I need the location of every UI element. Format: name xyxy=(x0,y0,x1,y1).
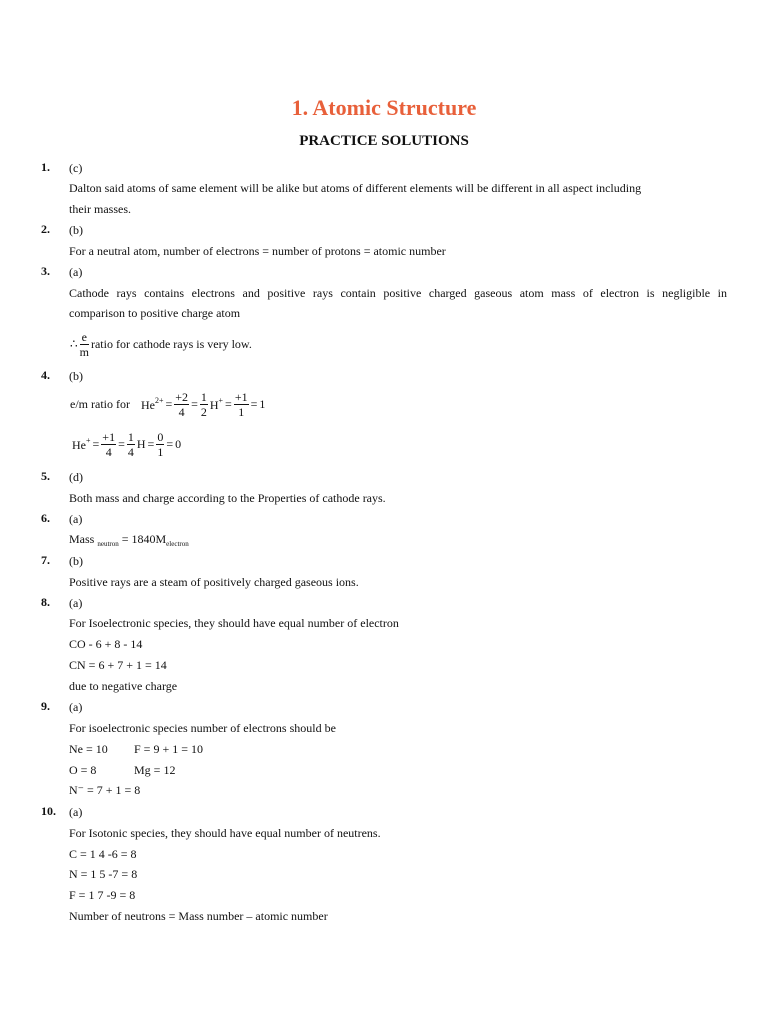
question-number: 1. xyxy=(41,160,50,174)
equation-lead: e/m ratio for xyxy=(70,397,130,411)
species-pair-b: F = 9 + 1 = 10 xyxy=(134,742,203,756)
answer-option: (b) xyxy=(69,223,83,237)
answer-option: (a) xyxy=(69,512,83,526)
fraction xyxy=(156,430,164,459)
solution-line: Positive rays are a steam of positively charged gaseous ions. xyxy=(69,575,359,589)
page-subtitle: PRACTICE SOLUTIONS xyxy=(299,133,469,149)
denominator: 4 xyxy=(127,445,134,459)
solution-line: For Isoelectronic species, they should have equal number of electron xyxy=(69,616,399,630)
solution-line: For Isotonic species, they should have equal number of neutrens. xyxy=(69,826,381,840)
subscript: neutron xyxy=(97,540,119,548)
expression-text: ratio for cathode rays is very low. xyxy=(90,337,252,351)
mass-word: Mass xyxy=(69,532,95,546)
denominator: 1 xyxy=(157,445,164,459)
solution-line: For a neutral atom, number of electrons = number of protons = atomic number xyxy=(69,244,446,258)
species xyxy=(210,396,223,413)
denominator: 4 xyxy=(105,445,112,459)
fraction xyxy=(200,390,208,419)
fraction xyxy=(174,390,189,419)
solution-line: N⁻ = 7 + 1 = 8 xyxy=(69,783,141,797)
question-number: 8. xyxy=(41,595,50,609)
species-pair-a: Ne = 10 xyxy=(69,742,108,756)
numerator: +1 xyxy=(234,390,248,404)
species-symbol: H xyxy=(136,437,146,451)
fraction xyxy=(127,430,135,459)
equals-sign: = xyxy=(191,397,198,411)
equation-heplus xyxy=(71,430,182,459)
denominator: 4 xyxy=(178,405,185,419)
question-number: 10. xyxy=(41,804,56,818)
numerator: +2 xyxy=(175,390,189,404)
solution-line: CN = 6 + 7 + 1 = 14 xyxy=(69,658,167,672)
species-symbol: H xyxy=(209,398,219,412)
solution-line: due to negative charge xyxy=(69,679,178,693)
solution-line: Both mass and charge according to the Properties of cathode rays. xyxy=(69,491,386,505)
species-pair-b: Mg = 12 xyxy=(134,763,176,777)
answer-option: (a) xyxy=(69,596,83,610)
solution-line: their masses. xyxy=(69,202,131,216)
answer-option: (a) xyxy=(69,265,83,279)
species xyxy=(72,436,91,453)
equation-he2plus xyxy=(69,390,266,419)
numerator: 1 xyxy=(127,430,134,444)
equals-sign: = xyxy=(92,437,100,451)
answer-option: (b) xyxy=(69,369,83,383)
page-title: 1. Atomic Structure xyxy=(291,95,477,120)
numerator: 1 xyxy=(200,390,207,404)
subscript: electron xyxy=(166,540,189,548)
result-value: 0 xyxy=(175,437,182,451)
answer-option: (a) xyxy=(69,700,83,714)
answer-option: (b) xyxy=(69,554,83,568)
question-number: 5. xyxy=(41,469,50,483)
question-number: 2. xyxy=(41,222,50,236)
species-symbol: He xyxy=(72,438,86,452)
solution-line: N = 1 5 -7 = 8 xyxy=(69,867,138,881)
question-number: 7. xyxy=(41,553,50,567)
answer-option: (c) xyxy=(69,161,83,175)
fraction xyxy=(234,390,249,419)
fraction xyxy=(80,330,89,359)
solution-line: CO - 6 + 8 - 14 xyxy=(69,637,143,651)
denominator: 2 xyxy=(200,405,207,419)
solution-line: C = 1 4 -6 = 8 xyxy=(69,847,137,861)
numerator: 0 xyxy=(157,430,164,444)
equals-sign: = xyxy=(250,397,258,411)
fraction xyxy=(101,430,116,459)
solution-line: Number of neutrons = Mass number – atomic number xyxy=(69,909,328,923)
equals-sign: = xyxy=(118,437,125,451)
species-symbol: He xyxy=(140,398,155,412)
equals-sign: = xyxy=(147,437,155,451)
solution-line: F = 1 7 -9 = 8 xyxy=(69,888,136,902)
solution-line: comparison to positive charge atom xyxy=(69,306,241,320)
question-number: 9. xyxy=(41,699,50,713)
result-value: 1 xyxy=(259,397,266,411)
em-ratio-expression xyxy=(69,330,253,359)
species-pair-a: O = 8 xyxy=(69,763,97,777)
mass-relation xyxy=(69,532,189,548)
question-number: 4. xyxy=(41,368,50,382)
question-number: 3. xyxy=(41,264,50,278)
answer-option: (d) xyxy=(69,470,83,484)
solution-line: For isoelectronic species number of electrons should be xyxy=(69,721,336,735)
species-charge: + xyxy=(86,436,91,445)
equals-sign: = xyxy=(165,397,173,411)
species-charge: + xyxy=(218,396,224,405)
therefore-symbol: ∴ xyxy=(70,337,78,351)
equals-sign: = xyxy=(225,397,232,411)
equals-sign: = xyxy=(166,437,174,451)
solution-line: Dalton said atoms of same element will be alike but atoms of different elements will be different in all aspect including xyxy=(69,181,642,195)
answer-option: (a) xyxy=(69,805,83,819)
mass-value: = 1840M xyxy=(121,532,167,546)
numerator: e xyxy=(80,330,89,345)
species xyxy=(141,396,164,413)
species-charge: 2+ xyxy=(154,396,164,405)
question-number: 6. xyxy=(41,511,50,525)
solution-line: Cathode rays contains electrons and positive rays contain positive charged gaseous atom mass of electron is negligible in xyxy=(69,286,727,300)
denominator: m xyxy=(79,345,89,359)
denominator: 1 xyxy=(238,405,245,419)
numerator: +1 xyxy=(102,430,116,444)
